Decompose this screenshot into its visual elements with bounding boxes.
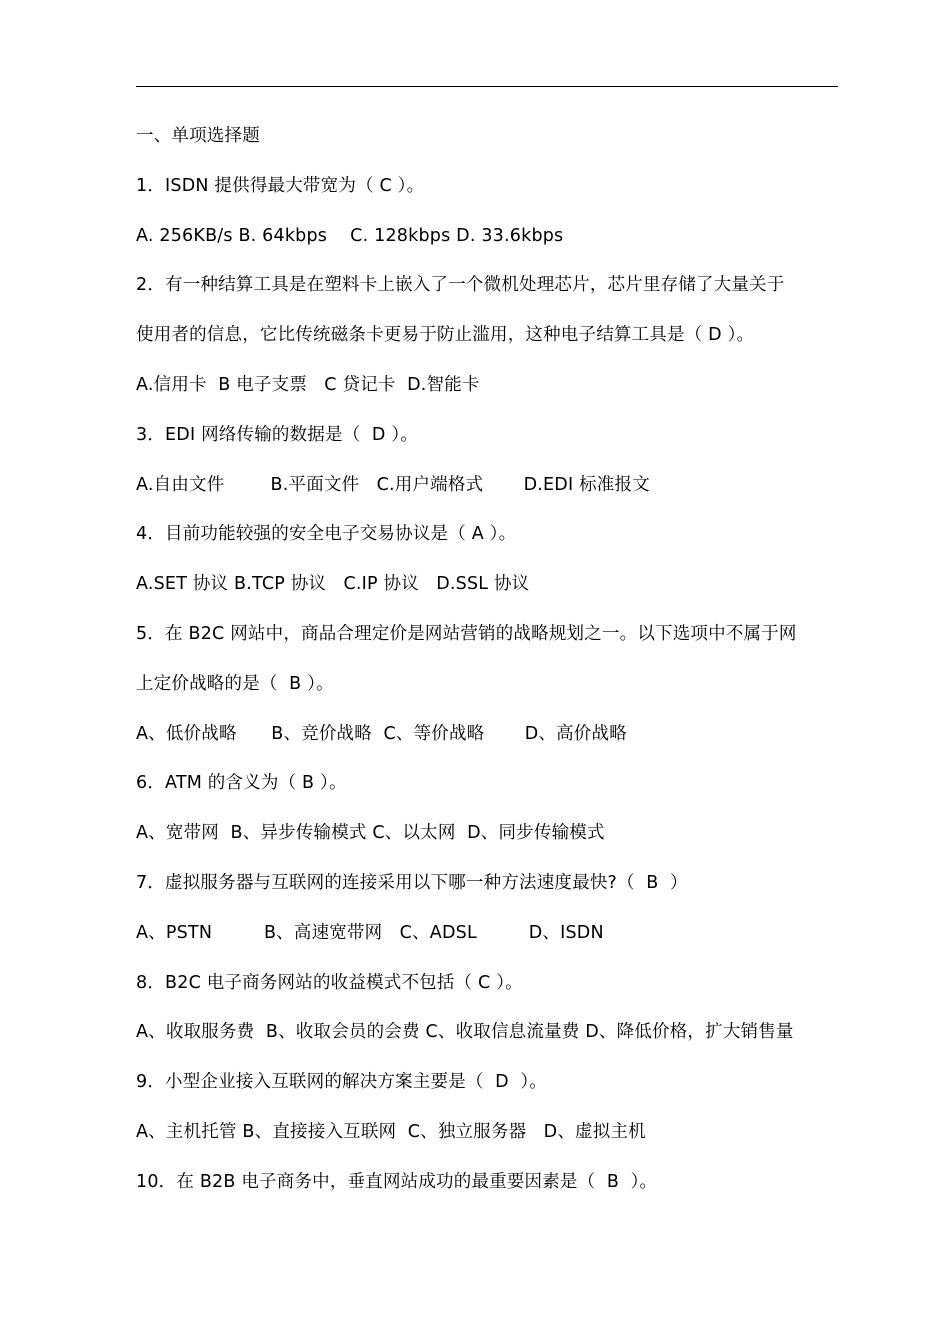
question-7: 7．虚拟服务器与互联网的连接采用以下哪一种方法速度最快?（ B ）: [136, 872, 688, 893]
question-8-options: A、收取服务费 B、收取会员的会费 C、收取信息流量费 D、降低价格，扩大销售量: [136, 1022, 794, 1043]
question-1-options: A. 256KB/s B. 64kbps C. 128kbps D. 33.6kbps: [136, 225, 564, 246]
question-5: 5．在 B2C 网站中，商品合理定价是网站营销的战略规划之一。以下选项中不属于网: [136, 623, 797, 644]
header-divider: [136, 86, 838, 87]
question-7-options: A、PSTN B、高速宽带网 C、ADSL D、ISDN: [136, 922, 604, 943]
question-5-continued: 上定价战略的是（ B ）。: [136, 673, 334, 694]
question-3: 3．EDI 网络传输的数据是（ D ）。: [136, 424, 419, 445]
question-8: 8．B2C 电子商务网站的收益模式不包括（ C ）。: [136, 972, 523, 993]
question-1: 1．ISDN 提供得最大带宽为（ C ）。: [136, 175, 425, 196]
question-2: 2．有一种结算工具是在塑料卡上嵌入了一个微机处理芯片，芯片里存储了大量关于: [136, 275, 785, 296]
question-5-options: A、低价战略 B、竞价战略 C、等价战略 D、高价战略: [136, 723, 627, 744]
question-2-options: A.信用卡 B 电子支票 C 贷记卡 D.智能卡: [136, 374, 480, 395]
question-6-options: A、宽带网 B、异步传输模式 C、以太网 D、同步传输模式: [136, 823, 605, 844]
question-10: 10．在 B2B 电子商务中，垂直网站成功的最重要因素是（ B ）。: [136, 1171, 658, 1192]
question-2-continued: 使用者的信息，它比传统磁条卡更易于防止滥用，这种电子结算工具是（ D ）。: [136, 325, 755, 346]
question-9: 9．小型企业接入互联网的解决方案主要是（ D ）。: [136, 1072, 548, 1093]
question-6: 6．ATM 的含义为（ B ）。: [136, 773, 347, 794]
section-title: 一、单项选择题: [136, 126, 260, 146]
question-4-options: A.SET 协议 B.TCP 协议 C.IP 协议 D.SSL 协议: [136, 574, 530, 595]
question-4: 4．目前功能较强的安全电子交易协议是（ A ）。: [136, 524, 517, 545]
question-3-options: A.自由文件 B.平面文件 C.用户端格式 D.EDI 标准报文: [136, 474, 650, 495]
question-list: [136, 112, 846, 1208]
question-9-options: A、主机托管 B、直接接入互联网 C、独立服务器 D、虚拟主机: [136, 1121, 646, 1142]
